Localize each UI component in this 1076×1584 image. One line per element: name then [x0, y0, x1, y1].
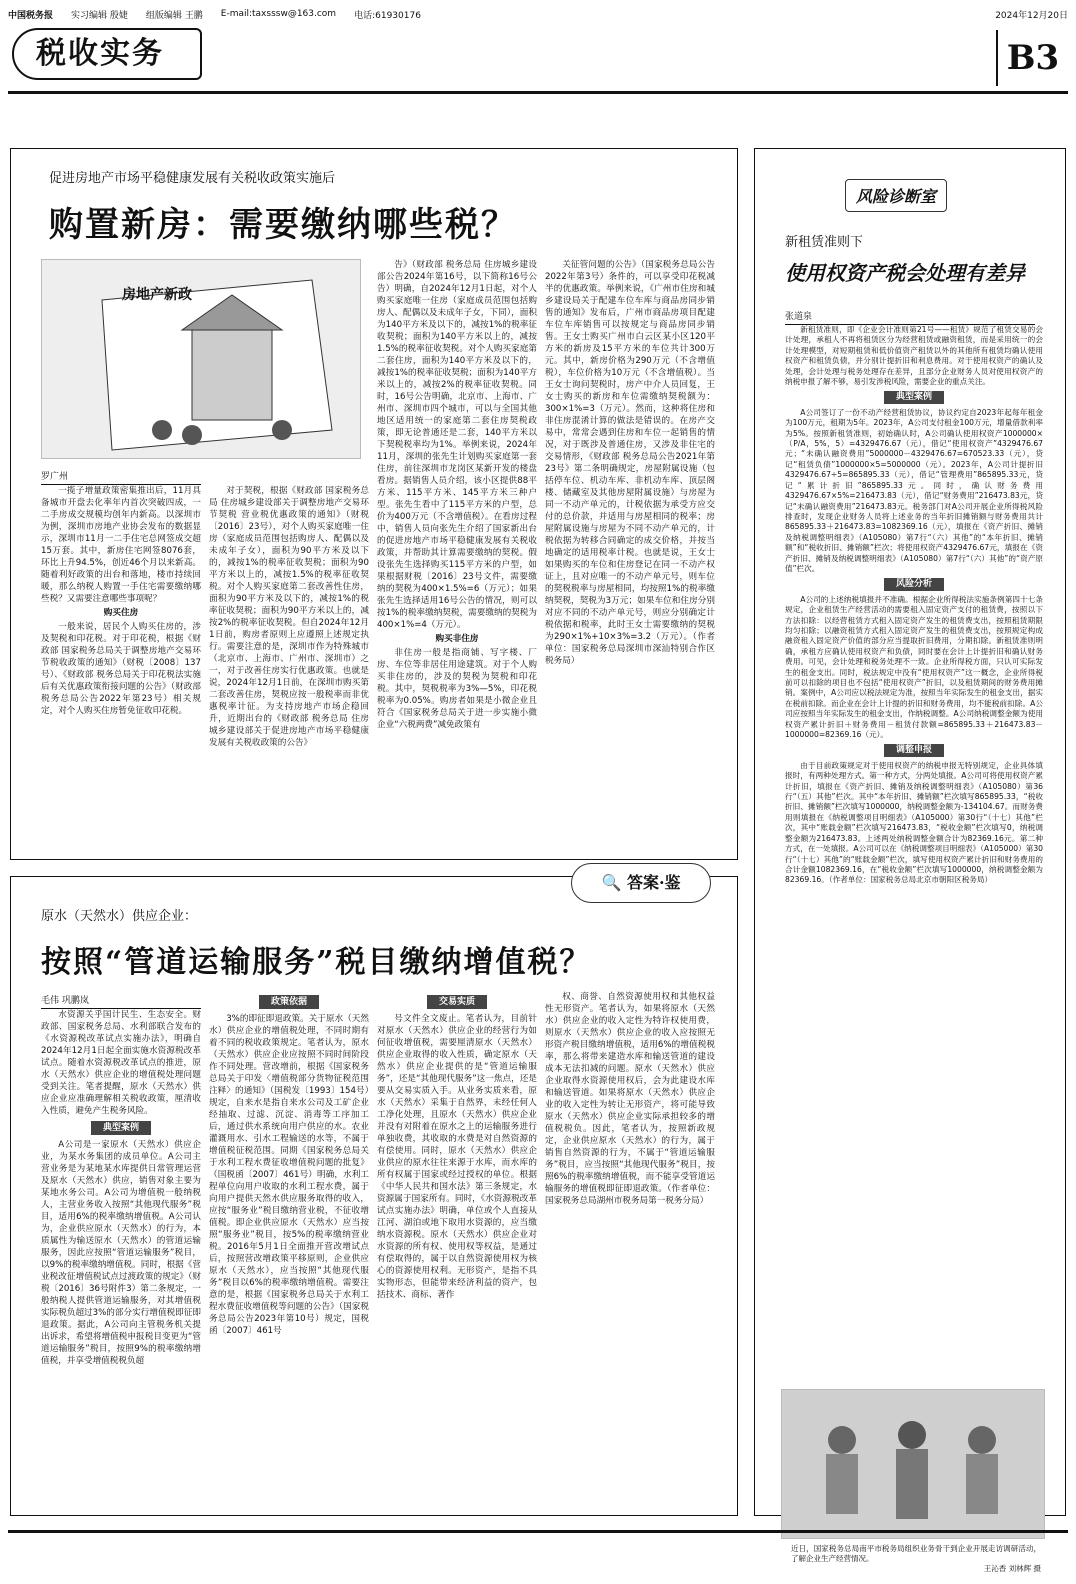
photo-svg [782, 1390, 1044, 1538]
col-2 [209, 991, 369, 1501]
subhead: 典型案例 [91, 1121, 151, 1135]
paragraph: 由于目前政策规定对于使用权资产的纳税申报无特别规定，企业具体填报时，有两种处理方式。第一种方式，分两处填报。A公司可将使用权资产累计折旧，填报在《资产折旧、摊销及纳税调整明细表》（A105080）第36行“（五）其他”栏次。其中“本年折旧、摊销额”栏次填写865895.33，“税收折旧、摊销额”栏次填写1000000，纳税调整金额为-134104.67。而财务费用则填报在《纳税调整项目明细表》（A105000）第30行“（十七）其他”栏次，其中“账载金额”栏次填写216473.83，“税收金额”栏次填写0，纳税调整金额为216473.83。上述两处纳税调整金额合计为82369.16元。第二种方式，在一处填报。A公司可以在《纳税调整项目明细表》（A105000）第30行“（十七）其他”的“账载金额”栏次，填写使用权资产累计折旧和财务费用的合计金额1082369.16，在“税收金额”栏次填写1000000，纳税调整金额为82369.16。（作者单位：国家税务总局北京市朝阳区税务局） [785, 760, 1043, 885]
paragraph: 一揽子增量政策密集推出后，11月具备城市开盘去化率年内首次突破四成，一二手房成交规模均创年内新高。以深圳市为例，深圳市房地产业协会发布的数据显示，深圳市11月一二手住宅总网签成交超15万套。其中，新房住宅网签8076套，环比上升94.5%，创近46个月以来新高。随着利好政策的出台和落地，楼市持续回暖，那么纳税人购置一手住宅需要缴纳哪些税？又需要注意哪些事项呢？ [41, 486, 201, 604]
subhead: 购买住房 [103, 608, 139, 618]
photo-credit: 王沁香 刘林辉 摄 [983, 1564, 1041, 1573]
article-kicker: 促进房地产市场平稳健康发展有关税收政策实施后 [49, 171, 336, 186]
designer: 组版编辑 王鹏 [145, 10, 203, 21]
author: 罗广州 [41, 469, 201, 485]
author: 毛伟 巩鹏岚 [41, 993, 201, 1009]
illustration-label: 房地产新政 [122, 287, 192, 303]
col-1 [41, 485, 201, 845]
paragraph: 权、商誉、自然资源使用权和其他权益性无形资产。笔者认为，如果将原水（天然水）供应企业的收入定性为特许权使用费，则原水（天然水）供应企业的收入应按照无形资产税目缴纳增值税，适用6%的增值税税率，那么将带来建造水库和输送管道的建设成本无法扣减的问题。原水（天然水）供应企业取得水资源使用权后，会为此建设水库和输送管道。如果将原水（天然水）供应企业的收入定性为转让无形资产，将可能导致原水（天然水）供应企业实际承担较多的增值税税负。因此，笔者认为，按照新政规定，企业供应原水（天然水）的行为，属于销售自然资源的行为，不属于“管道运输服务”税目，应当按照“其他现代服务”税目，按照6%的税率缴纳增值税，而不能享受管道运输服务的增值税即征即退政策。（作者单位：国家税务总局湖州市税务局第一税务分局） [545, 992, 715, 1206]
paragraph: 关征管问题的公告》（国家税务总局公告2022年第3号）条件的，可以享受印花税减半的优惠政策。举例来说，《广州市住房和城乡建设局关于配建车位车库与商品房同步销售的通知》发布后，广州市商品房项目配建车位车库销售可以按规定与商品房同步销售。王女士购买广州市白云区某小区120平方米的新房及15平方米的车位共计300万元。其中，新房价格为290万元（不含增值税），车位价格为10万元（不含增值税）。当王女士询问契税时，房产中介人员回复，王女士购买的新房和车位需缴纳契税额为：300×1%=3（万元）。然而，这种将住房和非住房混淆计算的做法是错误的。在房产交易中，常常会遇到住房和车位一起销售的情况，对于既涉及普通住房，又涉及非住宅的交易情形，《财政部 税务总局公告2021年第23号》第二条明确规定，房屋附属设施（包括停车位、机动车库、非机动车库、顶层阁楼、储藏室及其他房屋附属设施）与房屋为同一不动产单元的，计税依据为承受方应交付的总价款，并适用与房屋相同的税率；房屋附属设施与房屋为不同不动产单元的，计税依据为转移合同确定的成交价格，并按当地确定的适用税率计税。也就是说，王女士如果购买的车位和住房登记在同一不动产权证上，且对应唯一的不动产单元号，则车位的契税税率与房屋相同，均按照1%的税率缴纳契税，契税为3万元；如果车位和住房分别对应不同的不动产单元号，则应分别确定计税依据和税率，此时王女士需要缴纳的契税为290×1%+10×3%=3.2（万元）。（作者单位：国家税务总局深圳市深汕特别合作区税务局） [545, 260, 715, 666]
paragraph: A公司的上述纳税填报并不准确。根据企业所得税法实施条例第四十七条规定，企业租赁生产经营活动的需要租入固定资产支付的租赁费，按照以下方法扣除：以经营租赁方式租入固定资产发生的租赁费支出，按照租赁期限均匀扣除；以融资租赁方式租入固定资产发生的租赁费支出，按照规定构成融资租入固定资产价值的部分应当提取折旧费用，分期扣除。新租赁准则明确，承租方应确认使用权资产和负债，同时要在会计上计提折旧和确认财务费用。可见，会计处理和税务处理不一致。企业所得税方面，只认可实际发生的租金支出。同时，税法规定中没有“使用权资产”这一概念，企业所得税前可以扣除的项目也不包括“使用权资产”折旧，以及租赁期间的财务费用摊销。案例中，A公司应以税法规定为准，按照当年实际发生的租金支出，据实在税前扣除。而企业在会计上计提的折旧和财务费用，均不能税前扣除。A公司应按照当年实际发生的租金支出，作纳税调整。A公司纳税调整金额为使用权资产累计折旧＋财务费用－租赁付款额=865895.33＋216473.83－1000000=82369.16（元）。 [785, 594, 1043, 740]
risk-clinic-column [754, 148, 1066, 1573]
paragraph: 水资源关乎国计民生、生态安全。财政部、国家税务总局、水利部联合发布的《水资源税改革试点实施办法》，明确自2024年12月1日起全面实施水资源税改革试点。随着水资源税改革试点的推进，原水（天然水）供应企业的增值税处理问题受到关注。笔者提醒，原水（天然水）供应企业应准确理解相关税收政策，厘清收入性质，避免产生税务风险。 [41, 1010, 201, 1116]
paragraph: A公司是一家原水（天然水）供应企业，为某水务集团的成员单位。A公司主营业务是为某地某水库提供日常管理运营及原水（天然水）供应，销售对象主要为某地水务公司。A公司为增值税一般纳税人，主营业务收入按照“其他现代服务”税目，适用6%的税率缴纳增值税。A公司认为，企业供应原水（天然水）的行为，本质属性为输送原水（天然水）的管道运输服务，因此应按照“管道运输服务”税目，以9%的税率缴纳增值税。同时，根据《营业税改征增值税试点过渡政策的规定》（财税〔2016〕36号附件3）第二条规定，一般纳税人提供管道运输服务，对其增值税实际税负超过3%的部分实行增值税即征即退政策。据此，A公司向主管税务机关提出诉求，希望将增值税申报税目变更为“管道运输服务”税目，按照9%的税率缴纳增值税，并享受增值税税负超 [41, 1140, 201, 1366]
article-house-tax [10, 148, 738, 860]
paragraph: 告》（财政部 税务总局 住房城乡建设部公告2024年第16号，以下简称16号公告）明确，自2024年12月1日起，对个人购买家庭唯一住房（家庭成员范围包括购房人、配偶以及未成年子女，下同），面积为140平方米及以下的，减按1%的税率征收契税；面积为140平方米以上的，减按1.5%的税率征收契税。对个人购买家庭第二套住房，面积为140平方米及以下的，减按1%的税率征收契税；面积为140平方米以上的，减按2%的税率征收契税。同时，16号公告明确，北京市、上海市、广州市、深圳市四个城市，可以与全国其他地区适用统一的家庭第二套住房契税政策，即无论普通还是二套，140平方米以下契税税率均为1%。举例来说，2024年11月，深圳的张先生计划购买家庭第一套住房，前往深圳市龙岗区某新开发的楼盘看房。据销售人员介绍，该小区提供88平方米、115平方米、145平方米三种户型。张先生看中了115平方米的户型，总价为400万元（不含增值税）。在看房过程中，销售人员向张先生介绍了国家新出台的促进房地产市场平稳健康发展有关税收政策，并帮助其计算需要缴纳的契税。假设张先生选择购买115平方米的户型，如果根据财税〔2016〕23号文件，需要缴纳的契税为400×1.5%=6（万元）；如果张先生选择适用16号公告的情况，则可以按1%的税率缴纳契税，需要缴纳的契税为400×1%=4（万元）。 [377, 260, 537, 630]
subhead: 风险分析 [884, 578, 944, 590]
article-kicker: 新租赁准则下 [785, 235, 864, 250]
magnifier-icon: 🔍 [601, 873, 622, 892]
col-2 [209, 485, 369, 845]
section-title: 税收实务 [12, 28, 202, 80]
article-headline: 按照“管道运输服务”税目缴纳增值税？ [41, 945, 592, 980]
column-logo: 风险诊断室 [845, 179, 947, 212]
illustration-svg [42, 260, 360, 458]
subhead: 典型案例 [884, 391, 944, 403]
article-raw-water-vat [10, 873, 738, 1516]
paragraph: 非住房一般是指商铺、写字楼、厂房、车位等非居住用途建筑。对于个人购买非住房的，涉及的契税为契税和印花税。其中，契税税率为3%—5%，印花税税率为0.05%。购房者如果是小微企业且符合《国家税务总局关于进一步实施小微企业“六税两费”减免政策有 [377, 648, 537, 730]
paragraph: 一般来说，居民个人购买住房的，涉及契税和印花税。对于印花税，根据《财政部 国家税务总局关于调整房地产交易环节税收政策的通知》（财税〔2008〕137号）、《财政部 税务总局关于印花税法实施后有关优惠政策衔接问题的公告》（财政部 税务总局公告2022年第23号）相关规定，对个人购买住房暂免征收印花税。 [41, 622, 201, 716]
photo-caption [791, 1544, 1041, 1584]
phone: 电话:61930176 [354, 10, 421, 21]
col-3 [377, 259, 537, 849]
subhead: 调整申报 [884, 744, 944, 756]
author: 张道泉 [785, 309, 1035, 325]
paragraph: 3%的即征即退政策。关于原水（天然水）供应企业的增值税处理，不同时期有着不同的税收政策规定。笔者认为，原水（天然水）供应企业应按照不同时间阶段作不同处理。营改增前，根据《国家税务总局关于印发〈增值税部分货物征税范围注释〉的通知》（国税发〔1993〕154号）规定，自来水是指自来水公司及工矿企业经抽取、过滤、沉淀、消毒等工序加工后，通过供水系统向用户供应的水。农业灌溉用水、引水工程输送的水等，不属于增值税征税范围。同期《国家税务总局关于水利工程水费征收增值税问题的批复》（国税函〔2007〕461号）明确，水利工程单位向用户收取的水利工程水费，属于向用户提供天然水供应服务取得的收入，应按“服务业”税目缴纳营业税，不征收增值税。即企业供应原水（天然水）应当按照“服务业”税目，按5%的税率缴纳营业税。2016年5月1日全面推开营改增试点后，按照营改增政策平移原则，企业供应原水（天然水），应当按照“其他现代服务”税目以6%的税率缴纳增值税。需要注意的是，根据《国家税务总局关于水利工程水费征收增值税等问题的公告》（国家税务总局公告2023年第10号）规定，国税函〔2007〕461号 [209, 1014, 369, 1336]
risk-body [785, 325, 1043, 1383]
paper-name: 中国税务报 [8, 10, 54, 21]
subhead: 政策依据 [259, 995, 319, 1009]
badge-text: 答案·鉴 [626, 873, 681, 892]
subhead: 交易实质 [427, 995, 487, 1009]
house-policy-illustration [41, 259, 361, 459]
page-number: B3 [996, 30, 1068, 86]
caption-text: 近日，国家税务总局南平市税务局组织业务骨干到企业开展走访调研活动，了解企业生产经营情况。 [791, 1544, 1041, 1563]
news-photo [781, 1389, 1045, 1539]
col-4 [545, 991, 715, 1501]
article-headline: 购置新房：需要缴纳哪些税？ [49, 205, 517, 245]
paragraph: 号文件全文废止。笔者认为，目前针对原水（天然水）供应企业的经营行为如何征收增值税，需要厘清原水（天然水）供应企业取得的收入性质，确定原水（天然水）供应企业提供的是“管道运输服务”，还是“其他现代服务”这一焦点，还是要从交易实质入手。从业务实质来看，原水（天然水）采集于自然界，未经任何人工净化处理，且原水（天然水）供应企业并没有对附着在原水之上的运输服务进行单独收费，其收取的水费是对自然资源的有偿使用。同时，原水（天然水）供应企业供应的原水往往来源于水库，而水库的所有权属于国家或经过授权的单位。根据《中华人民共和国水法》第三条规定，水资源属于国家所有。同时，《水资源税改革试点实施办法》明确，单位或个人直接从江河、湖泊或地下取用水资源的，应当缴纳水资源税。原水（天然水）供应企业对水资源的所有权、使用权等权益，是通过有偿取得的，属于以自然资源使用权为核心的资源使用权利。无形资产，是指不具实物形态，但能带来经济利益的资产，包括技术、商标、著作 [377, 1014, 537, 1300]
paragraph: A公司签订了一份不动产经营租赁协议，协议约定自2023年起每年租金为100万元，租期为5年。2023年，A公司支付租金100万元，增量借款利率为5%。按照新租赁准则，初始确认时，A公司确认使用权资产1000000×（P/A，5%，5）=4329476.67（元），借记“使用权资产”4329476.67元；“未确认融资费用”5000000－4329476.67=670523.33（元），贷记“租赁负债”1000000×5=5000000（元）。2023年，A公司计提折旧4329476.67÷5=865895.33（元），借记“管理费用”865895.33元，贷记“累计折旧”865895.33元。同时，确认财务费用4329476.67×5%=216473.83（元），借记“财务费用”216473.83元，贷记“未确认融资费用”216473.83元。税务部门对A公司开展企业所得税风险排查时，发现企业财务人员将上述业务的当年折旧摊销额与财务费用共计865895.33＋216473.83=1082369.16（元），填报在《资产折旧、摊销及纳税调整明细表》（A105080）第7行“（六）其他”的“本年折旧、摊销额”和“税收折旧、摊销额”栏次；将使用权资产4329476.67元，填报在《资产折旧、摊销及纳税调整明细表》（A105080）第7行“（六）其他”的“资产原值”栏次。 [785, 407, 1043, 573]
col-4 [545, 259, 715, 849]
page-header [8, 24, 1068, 94]
paragraph: 对于契税，根据《财政部 国家税务总局 住房城乡建设部关于调整房地产交易环节契税 营业税优惠政策的通知》（财税〔2016〕23号），对个人购买家庭唯一住房（家庭成员范围包括购房人、配偶以及未成年子女），面积为90平方米及以下的，减按1%的税率征收契税；面积为90平方米以上的，减按1.5%的税率征收契税。对个人购买家庭第二套改善性住房，面积为90平方米及以下的，减按1%的税率征收契税；面积为90平方米以上的，减按2%的税率征收契税。但自2024年12月1日前，购房者原则上应遵照上述规定执行。需要注意的是，深圳市作为特殊城市（北京市、上海市、广州市、深圳市）之一，对于改善住房实行优惠政策。也就是说，2024年12月1日前，在深圳市购买第二套改善住房，契税应按一般税率而非优惠税率计征。为支持房地产市场企稳回升，近期出台的《财政部 税务总局 住房城乡建设部关于促进房地产市场平稳健康发展有关税收政策的公告》 [209, 486, 369, 748]
qa-badge [571, 863, 711, 903]
issue-date: 2024年12月20日 [995, 10, 1068, 21]
article-headline: 使用权资产税会处理有差异 [785, 261, 1025, 285]
paragraph: 新租赁准则，即《企业会计准则第21号——租赁》规范了租赁交易的会计处理，承租人不再将租赁区分为经营租赁或融资租赁，而是采用统一的会计处理模型，对短期租赁和低价值资产租赁以外的其他所有租赁均确认使用权资产和租赁负债，并分别计提折旧和利息费用。对于使用权资产的确认及处理，会计处理与税务处理存在差异，且部分企业财务人员对使用权资产的纳税申报了解不够，易引发涉税风险，需要企业的重点关注。 [785, 325, 1043, 387]
col-3 [377, 991, 537, 1501]
bottom-rule [8, 1530, 1068, 1533]
email[interactable]: E-mail:taxsssw@163.com [220, 9, 337, 19]
editor: 实习编辑 殷婕 [71, 10, 128, 21]
subhead: 购买非住房 [435, 634, 479, 644]
article-kicker: 原水（天然水）供应企业： [41, 909, 198, 924]
col-1 [41, 1009, 201, 1499]
masthead-bar [8, 6, 1068, 22]
